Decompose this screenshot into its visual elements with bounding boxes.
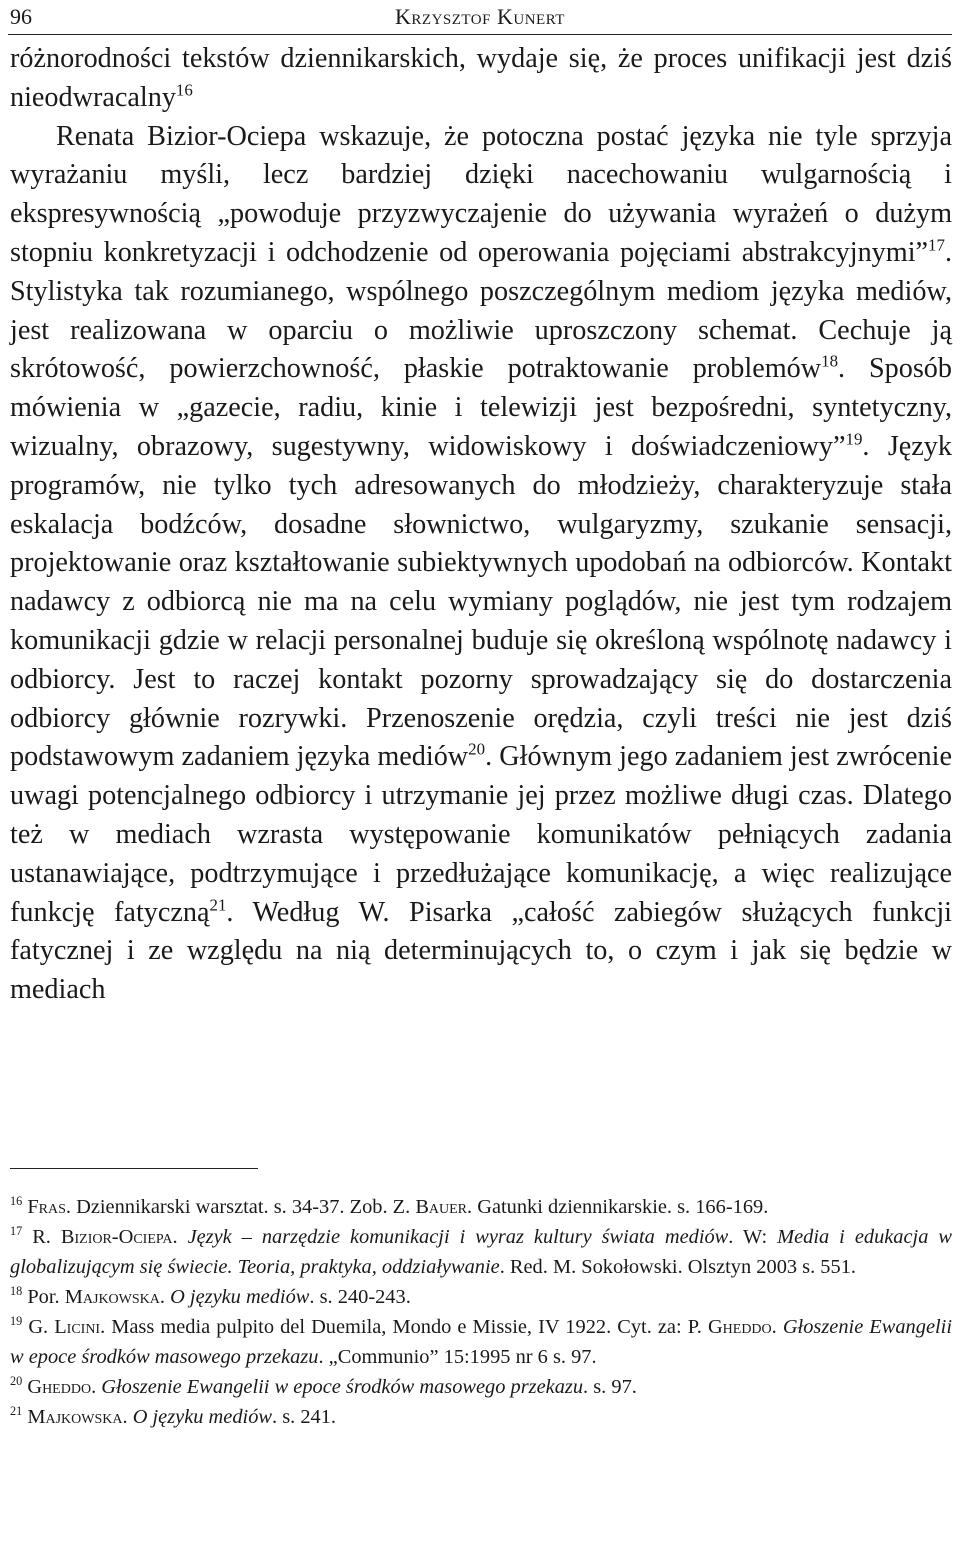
- footnote-19: [10, 1312, 952, 1372]
- footnote-author: Majkowska: [64, 1286, 160, 1308]
- footnote-text: G.: [28, 1316, 55, 1338]
- footnote-title: Głoszenie Ewangelii w epoce środków masowego przekazu: [10, 1316, 952, 1368]
- page-number: 96: [10, 4, 32, 29]
- footnote-text: .: [122, 1406, 133, 1428]
- footnote-text: .: [91, 1376, 102, 1398]
- footnote-title: Media i edukacja w globalizującym się świecie. Teoria, praktyka, oddziaływanie: [10, 1226, 952, 1278]
- footnote-title: O języku mediów: [132, 1406, 272, 1428]
- footnote-text: . „Communio” 15:1995 nr 6 s. 97.: [318, 1346, 597, 1368]
- footnote-title: Język – narzędzie komunikacji i wyraz kultury świata mediów: [187, 1226, 729, 1248]
- text-run: . Głównym jego zadaniem jest zwrócenie uwagi potencjalnego odbiorcy i utrzymanie jej przez możliwe długi czas. Dlatego też w mediach wzrasta występowanie komunikatów pełniących zadania ustanawiające, podtrzymujące i przedłużające komunikację, a więc realizujące funkcję fatyczną: [10, 741, 952, 928]
- footnote-author: Majkowska: [27, 1406, 123, 1428]
- text-run: . Język programów, nie tylko tych adresowanych do młodzieży, charakteryzuje stała eskalacja bodźców, dosadne słownictwo, wulgaryzmy, szukanie sensacji, projektowanie oraz kształtowanie subiektywnych upodobań na odbiorców. Kontakt nadawcy z odbiorcą nie ma na celu wymiany poglądów, nie jest tym rodzajem komunikacji gdzie w relacji personalnej buduje się określoną wspólnotę nadawcy i odbiorcy. Jest to raczej kontakt pozorny sprowadzający się do dostarczenia odbiorcy głównie rozrywki. Przenoszenie orędzia, czyli treści nie jest dziś podstawowym zadaniem języka mediów: [10, 430, 952, 773]
- footnote-number: 16: [10, 1194, 23, 1209]
- footnote-ref[interactable]: 18: [821, 351, 839, 371]
- footnote-author: Bizior-Ociepa: [60, 1226, 173, 1248]
- footnote-number: 18: [10, 1284, 23, 1299]
- footnote-title: Głoszenie Ewangelii w epoce środków masowego przekazu: [101, 1376, 584, 1398]
- footnote-author: Fras: [27, 1196, 66, 1218]
- footnote-number: 17: [10, 1224, 23, 1239]
- footnote-number: 21: [10, 1404, 23, 1419]
- page-header: [8, 0, 952, 35]
- body-text: [10, 40, 952, 1010]
- footnote-number: 20: [10, 1374, 23, 1389]
- footnote-text: R.: [32, 1226, 61, 1248]
- footnote-text: .: [172, 1226, 188, 1248]
- footnote-title: O języku mediów: [170, 1286, 310, 1308]
- footnote-text: . s. 240-243.: [309, 1286, 411, 1308]
- running-title: Krzysztof Kunert: [395, 4, 565, 29]
- text-run: . Według W. Pisarka „całość zabiegów służących funkcji fatycznej i ze względu na nią determinujących to, o czym i jak się będzie w mediach: [10, 896, 952, 1006]
- footnote-separator: [10, 1168, 258, 1169]
- footnote-number: 19: [10, 1314, 23, 1329]
- footnotes: [10, 1192, 952, 1432]
- text-run: . Sposób mówienia w „gazecie, radiu, kinie i telewizji jest bezpośredni, syntetyczny, wizualny, obrazowy, sugestywny, widowiskowy i doświadczeniowy”: [10, 353, 952, 462]
- footnote-16: [10, 1192, 952, 1222]
- footnote-ref[interactable]: 16: [175, 80, 193, 100]
- footnote-20: [10, 1372, 952, 1402]
- footnote-text: .: [771, 1316, 783, 1338]
- footnote-author: Gheddo: [27, 1376, 92, 1398]
- footnote-18: [10, 1282, 952, 1312]
- paragraph: [10, 40, 952, 118]
- footnote-ref[interactable]: 17: [928, 235, 945, 255]
- text-run: . Stylistyka tak rozumianego, wspólnego poszczególnym mediom języka mediów, jest realizowana w oparciu o możliwie uproszczony schemat. Cechuje ją skrótowość, powierzchowność, płaskie potraktowanie problemów: [10, 236, 952, 385]
- text-run: różnorodności tekstów dziennikarskich, wydaje się, że proces unifikacji jest dziś nieodwracalny: [10, 43, 952, 113]
- footnote-text: . Dziennikarski warsztat. s. 34-37. Zob. Z.: [65, 1196, 416, 1218]
- footnote-ref[interactable]: 20: [468, 739, 486, 759]
- footnote-ref[interactable]: 19: [845, 429, 863, 449]
- footnote-text: . s. 97.: [583, 1376, 637, 1398]
- footnote-text: . W:: [728, 1226, 778, 1248]
- footnote-text: . s. 241.: [272, 1406, 337, 1428]
- paragraph: [10, 118, 952, 1010]
- footnote-author: Licini: [54, 1316, 101, 1338]
- footnote-author: Bauer: [415, 1196, 468, 1218]
- footnote-text: . Gatunki dziennikarskie. s. 166-169.: [467, 1196, 769, 1218]
- footnote-17: [10, 1222, 952, 1282]
- footnote-21: [10, 1402, 952, 1432]
- text-run: Renata Bizior-Ociepa wskazuje, że potoczna postać języka nie tyle sprzyja wyrażaniu myśli, lecz bardziej dzięki nacechowaniu wulgarnością i ekspresywnością „powoduje przyzwyczajenie do używania wyrażeń o dużym stopniu konkretyzacji i odchodzenie od operowania pojęciami abstrakcyjnymi”: [10, 120, 952, 268]
- footnote-text: . Red. M. Sokołowski. Olsztyn 2003 s. 551.: [499, 1256, 856, 1278]
- footnote-text: Por.: [27, 1286, 65, 1308]
- footnote-ref[interactable]: 21: [209, 895, 227, 915]
- footnote-author: Gheddo: [707, 1316, 772, 1338]
- footnote-text: .: [159, 1286, 171, 1308]
- footnote-text: . Mass media pulpito del Duemila, Mondo e Missie, IV 1922. Cyt. za: P.: [100, 1316, 708, 1338]
